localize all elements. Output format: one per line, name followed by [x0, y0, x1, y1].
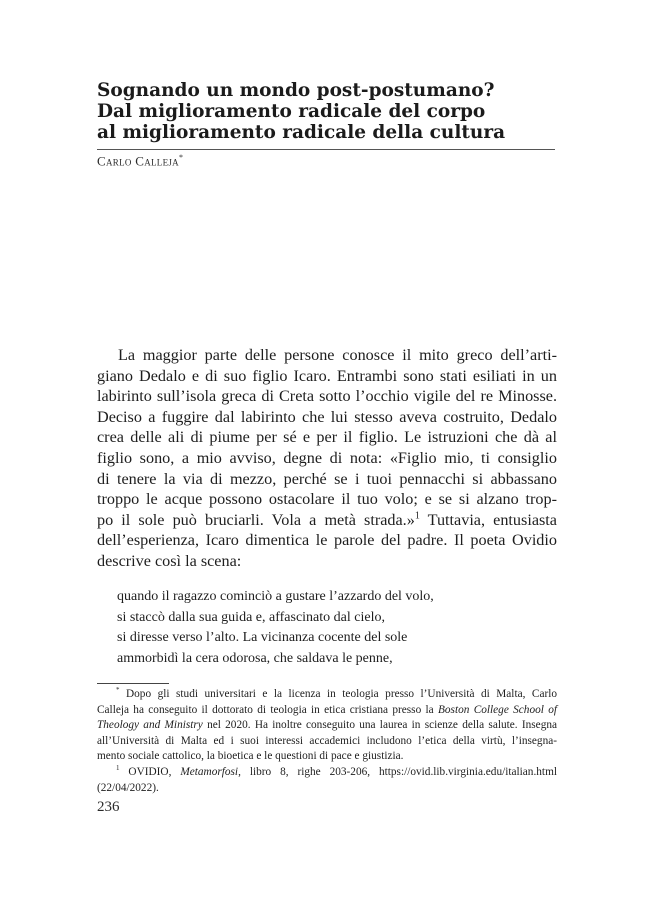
body-line-9-text: po il sole può bruciarli. Vola a metà strada.»	[97, 510, 415, 529]
footnote-1-line-4: all’Università di Malta ed i suoi interessi accademici includono l’etica della virtù, l’insegna-	[97, 734, 557, 747]
author-footnote-mark: *	[179, 153, 184, 162]
title-line-2: Dal miglioramento radicale del corpo	[97, 101, 486, 122]
body-line-11: descrive così la scena:	[97, 551, 242, 570]
footnote-1-line-5: mento sociale cattolico, la bioetica e le questioni di pace e giustizia.	[97, 750, 404, 763]
footnote-2-mark: 1	[116, 764, 120, 773]
body-line-9	[97, 510, 557, 531]
footnote-1-line-3-text: nel 2020. Ha inoltre conseguito una laurea in scienze della salute. Insegna	[202, 719, 558, 732]
footnote-1-school-name: Boston College School of	[438, 703, 557, 716]
footnote-ref-1: 1	[414, 510, 420, 522]
author-text: Carlo Calleja	[97, 153, 179, 169]
page-number: 236	[97, 799, 120, 815]
body-line-2: giano Dedalo e di suo figlio Icaro. Entrambi sono stati esiliati in un	[97, 366, 557, 385]
body-line-8: troppo le acque possono ostacolare il tuo volo; e se si alzano trop-	[97, 490, 557, 509]
footnote-2-author: OVIDIO,	[128, 765, 181, 778]
footnote-rule	[97, 683, 169, 684]
footnotes	[97, 687, 557, 796]
footnote-2-line-2: (22/04/2022).	[97, 781, 159, 794]
title-line-3: al miglioramento radicale della cultura	[97, 122, 506, 143]
footnote-2-line-1-text: , libro 8, righe 203-206, https://ovid.lib.virginia.edu/italian.html	[238, 765, 557, 778]
footnote-1-line-1	[97, 687, 557, 703]
verse-line-1: quando il ragazzo cominciò a gustare l’azzardo del volo,	[117, 589, 434, 604]
title-rule	[97, 149, 555, 150]
footnote-1-line-2	[97, 703, 557, 719]
footnote-1-line-3	[97, 718, 557, 734]
footnote-1-line-2-text: Calleja ha conseguito il dottorato di teologia in etica cristiana presso la	[97, 703, 438, 716]
body-line-9-tail: Tuttavia, entusiasta	[419, 510, 557, 529]
chapter-title	[97, 80, 555, 143]
verse-quote	[117, 587, 434, 669]
body-line-1: La maggior parte delle persone conosce il mito greco dell’arti-	[118, 346, 557, 364]
body-line-5: crea delle ali di piume per sé e per il figlio. Le istruzioni che dà al	[97, 428, 557, 447]
footnote-2-line-1	[97, 765, 557, 781]
verse-line-2: si staccò dalla sua guida e, affascinato dal cielo,	[117, 609, 385, 625]
verse-line-3: si diresse verso l’alto. La vicinanza cocente del sole	[117, 630, 408, 645]
body-line-6: figlio sono, a mio avviso, degne di nota: «Figlio mio, ti consiglio	[97, 448, 557, 467]
footnote-1-mark: *	[116, 686, 120, 695]
body-text	[97, 345, 557, 572]
footnote-2-work: Metamorfosi	[180, 765, 239, 778]
footnote-1-line-1-text: Dopo gli studi universitari e la licenza in teologia presso l’Università di Malta, Carlo	[126, 688, 558, 700]
footnote-1-school-name-cont: Theology and Ministry	[97, 719, 203, 732]
body-line-10: dell’esperienza, Icaro dimentica le parole del padre. Il poeta Ovidio	[97, 531, 557, 550]
body-line-4: Deciso a fuggire dal labirinto che lui stesso aveva costruito, Dedalo	[97, 407, 557, 426]
title-line-1: Sognando un mondo post-postumano?	[97, 80, 495, 101]
verse-line-4: ammorbidì la cera odorosa, che saldava le penne,	[117, 650, 393, 666]
body-line-7: di tenere la via di mezzo, perché se i tuoi pennacchi si abbassano	[97, 469, 557, 488]
body-line-3: labirinto sull’isola greca di Creta sotto l’occhio vigile del re Minosse.	[97, 387, 557, 406]
author-name	[97, 153, 183, 169]
